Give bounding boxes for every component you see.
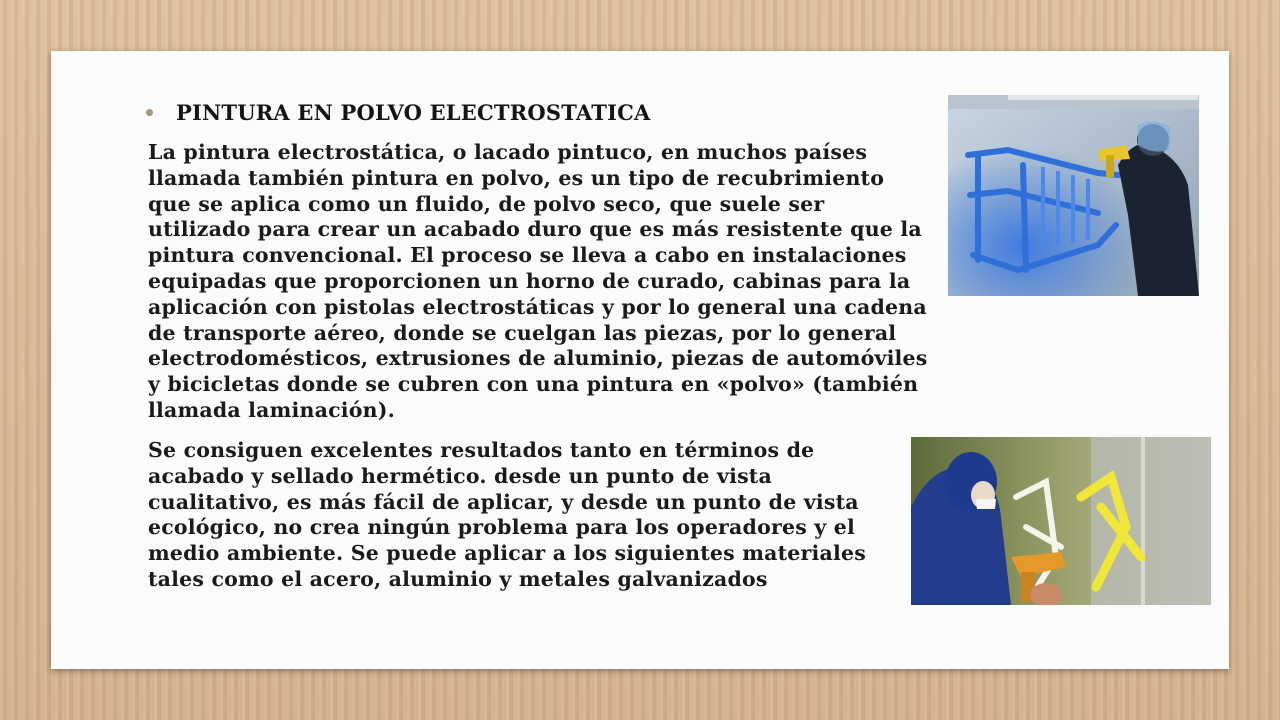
paragraph-1: La pintura electrostática, o lacado pintuco, en muchos países llamada también pintura en polvo, es un tipo de recubrimiento que se aplica como un fluido, de polvo seco, que suele ser utilizado para crear un acabado duro que es más resistente que la pintura convencional. El proceso se lleva a cabo en instalaciones equipadas que proporcionen un horno de curado, cabinas para la aplicación con pistolas electrostáticas y por lo general una cadena de transporte aéreo, donde se cuelgan las piezas, por lo general electrodomésticos, extrusiones de aluminio, piezas de automóviles y bicicletas donde se cubren con una pintura en «polvo» (también llamada laminación).: [148, 140, 928, 422]
photo-yellow-powder-coating: [911, 437, 1211, 605]
paragraph-2: Se consiguen excelentes resultados tanto en términos de acabado y sellado hermético. desde un punto de vista cualitativo, es más fácil de aplicar, y desde un punto de vista ecológico, no crea ningún problema para los operadores y el medio ambiente. Se puede aplicar a los siguientes materiales tales como el acero, aluminio y metales galvanizados: [148, 438, 866, 591]
photo-blue-powder-coating: [948, 95, 1199, 296]
heading-row: [146, 98, 651, 126]
bullet-icon: [146, 109, 153, 116]
slide-title: PINTURA EN POLVO ELECTROSTATICA: [176, 99, 651, 125]
